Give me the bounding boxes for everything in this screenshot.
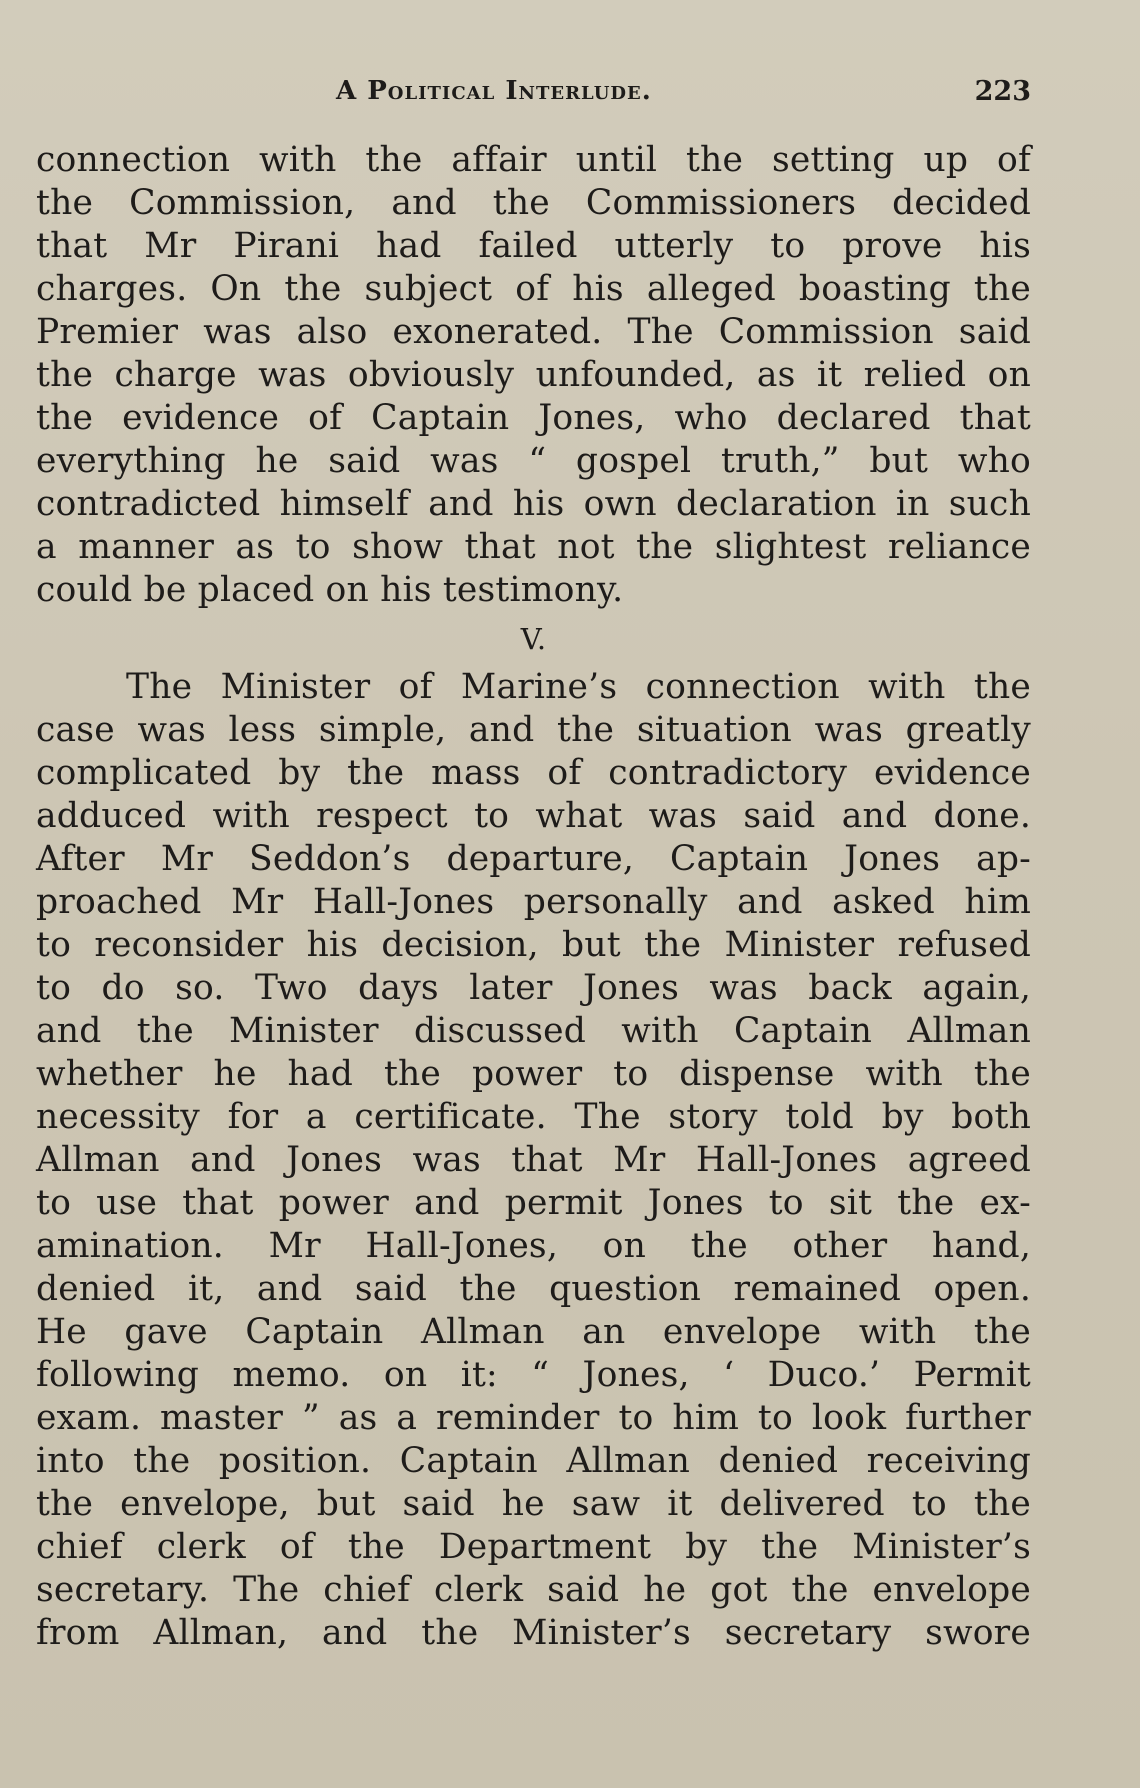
text-line: connection with the affair until the setting up of xyxy=(36,140,1031,180)
text-line: to use that power and permit Jones to sit the ex- xyxy=(36,1183,1031,1223)
text-line: the charge was obviously unfounded, as it relied on xyxy=(36,355,1031,395)
page-header xyxy=(36,76,1031,120)
text-line: chief clerk of the Department by the Minister’s xyxy=(36,1527,1031,1567)
text-line: amination. Mr Hall-Jones, on the other hand, xyxy=(36,1226,1031,1266)
body-text xyxy=(36,139,1031,1655)
text-line: the evidence of Captain Jones, who declared that xyxy=(36,398,1031,438)
text-line: secretary. The chief clerk said he got the envelope xyxy=(36,1570,1031,1610)
text-line: to do so. Two days later Jones was back again, xyxy=(36,968,1031,1008)
page-number: 223 xyxy=(974,76,1031,107)
text-line: a manner as to show that not the slightest reliance xyxy=(36,527,1031,567)
text-line: exam. master ” as a reminder to him to look further xyxy=(36,1398,1031,1438)
text-line: Allman and Jones was that Mr Hall-Jones agreed xyxy=(36,1140,1031,1180)
text-line: everything he said was “ gospel truth,” but who xyxy=(36,441,1031,481)
section-numeral: V. xyxy=(520,622,547,656)
text-line: contradicted himself and his own declaration in such xyxy=(36,484,1031,524)
text-line: the envelope, but said he saw it delivered to the xyxy=(36,1484,1031,1524)
paragraph-2 xyxy=(36,666,1031,1655)
text-line: necessity for a certificate. The story told by both xyxy=(36,1097,1031,1137)
text-line: into the position. Captain Allman denied receiving xyxy=(36,1441,1031,1481)
text-line: and the Minister discussed with Captain Allman xyxy=(36,1011,1031,1051)
text-line: could be placed on his testimony. xyxy=(36,570,624,610)
text-line: He gave Captain Allman an envelope with the xyxy=(36,1312,1031,1352)
text-line: that Mr Pirani had failed utterly to prove his xyxy=(36,226,1031,266)
text-line: Premier was also exonerated. The Commission said xyxy=(36,312,1031,352)
text-line: adduced with respect to what was said and done. xyxy=(36,796,1031,836)
text-line: After Mr Seddon’s departure, Captain Jones ap- xyxy=(36,839,1031,879)
text-line: denied it, and said the question remained open. xyxy=(36,1269,1031,1309)
text-line: charges. On the subject of his alleged boasting the xyxy=(36,269,1031,309)
text-line: from Allman, and the Minister’s secretary swore xyxy=(36,1613,1031,1653)
text-line: the Commission, and the Commissioners decided xyxy=(36,183,1031,223)
text-line: following memo. on it: “ Jones, ‘ Duco.’ Permit xyxy=(36,1355,1031,1395)
text-line: case was less simple, and the situation was greatly xyxy=(36,710,1031,750)
paragraph-1 xyxy=(36,139,1031,612)
text-line: proached Mr Hall-Jones personally and asked him xyxy=(36,882,1031,922)
text-line: whether he had the power to dispense with the xyxy=(36,1054,1031,1094)
text-line: The Minister of Marine’s connection with the xyxy=(126,667,1031,707)
text-line: to reconsider his decision, but the Minister refused xyxy=(36,925,1031,965)
running-head: A Political Interlude. xyxy=(336,76,652,106)
text-line: complicated by the mass of contradictory evidence xyxy=(36,753,1031,793)
